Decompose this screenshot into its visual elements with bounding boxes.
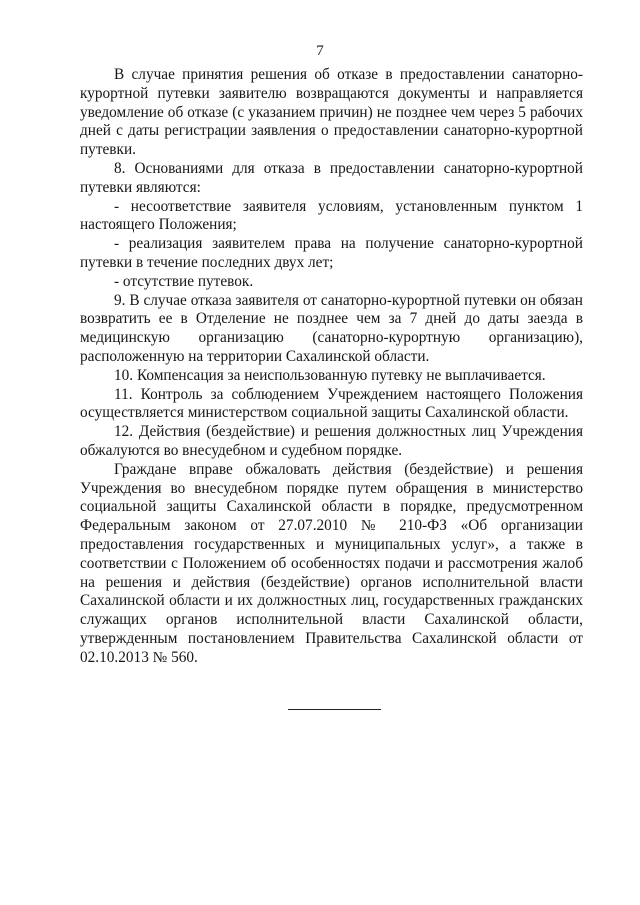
paragraph-no-compensation: 10. Компенсация за неиспользованную путевку не выплачивается.: [114, 366, 546, 384]
paragraph-voucher-return: 9. В случае отказа заявителя от санаторно-курортной путевки он обязан возвратить ее в Отделение не позднее чем за 7 дней до даты заезда в медицинскую организацию (санаторно-курортную организацию), расположенную на территории Сахалинской области.: [80, 291, 583, 365]
paragraph-appeal-procedure: Граждане вправе обжаловать действия (бездействие) и решения Учреждения во внесудебном порядке путем обращения в министерство социальной защиты Сахалинской области в порядке, предусмотренном Федеральным законом от 27.07.2010 № 210-ФЗ «Об организации предоставления государственных и муниципальных услуг», а также в соответствии с Положением об особенностях подачи и рассмотрения жалоб на решения и действия (бездействие) органов исполнительной власти Сахалинской области и их должностных лиц, государственных гражданских служащих органов исполнительной власти Сахалинской области, утвержденным постановлением Правительства Сахалинской области от 02.10.2013 № 560.: [80, 460, 583, 666]
paragraph-control: 11. Контроль за соблюдением Учреждением настоящего Положения осуществляется министерством социальной защиты Сахалинской области.: [80, 385, 583, 422]
paragraph-refusal-notice: В случае принятия решения об отказе в предоставлении санаторно-курортной путевки заявителю возвращаются документы и направляется уведомление об отказе (с указанием причин) не позднее чем через 5 рабочих дней с даты регистрации заявления о предоставлении санаторно-курортной путевки.: [80, 66, 583, 159]
list-item-noncompliance: - несоответствие заявителя условиям, установленным пунктом 1 настоящего Положения;: [80, 197, 583, 234]
page-number: 7: [316, 43, 324, 59]
paragraph-appeal: 12. Действия (бездействие) и решения должностных лиц Учреждения обжалуются во внесудебном и судебном порядке.: [80, 423, 583, 459]
paragraph-refusal-grounds: 8. Основаниями для отказа в предоставлении санаторно-курортной путевки являются:: [80, 159, 583, 196]
document-body: [80, 66, 583, 668]
footer-divider: [288, 709, 381, 710]
list-item-previous-use: - реализация заявителем права на получение санаторно-курортной путевки в течение последних двух лет;: [80, 235, 583, 271]
list-item-no-vouchers: - отсутствие путевок.: [114, 272, 254, 290]
